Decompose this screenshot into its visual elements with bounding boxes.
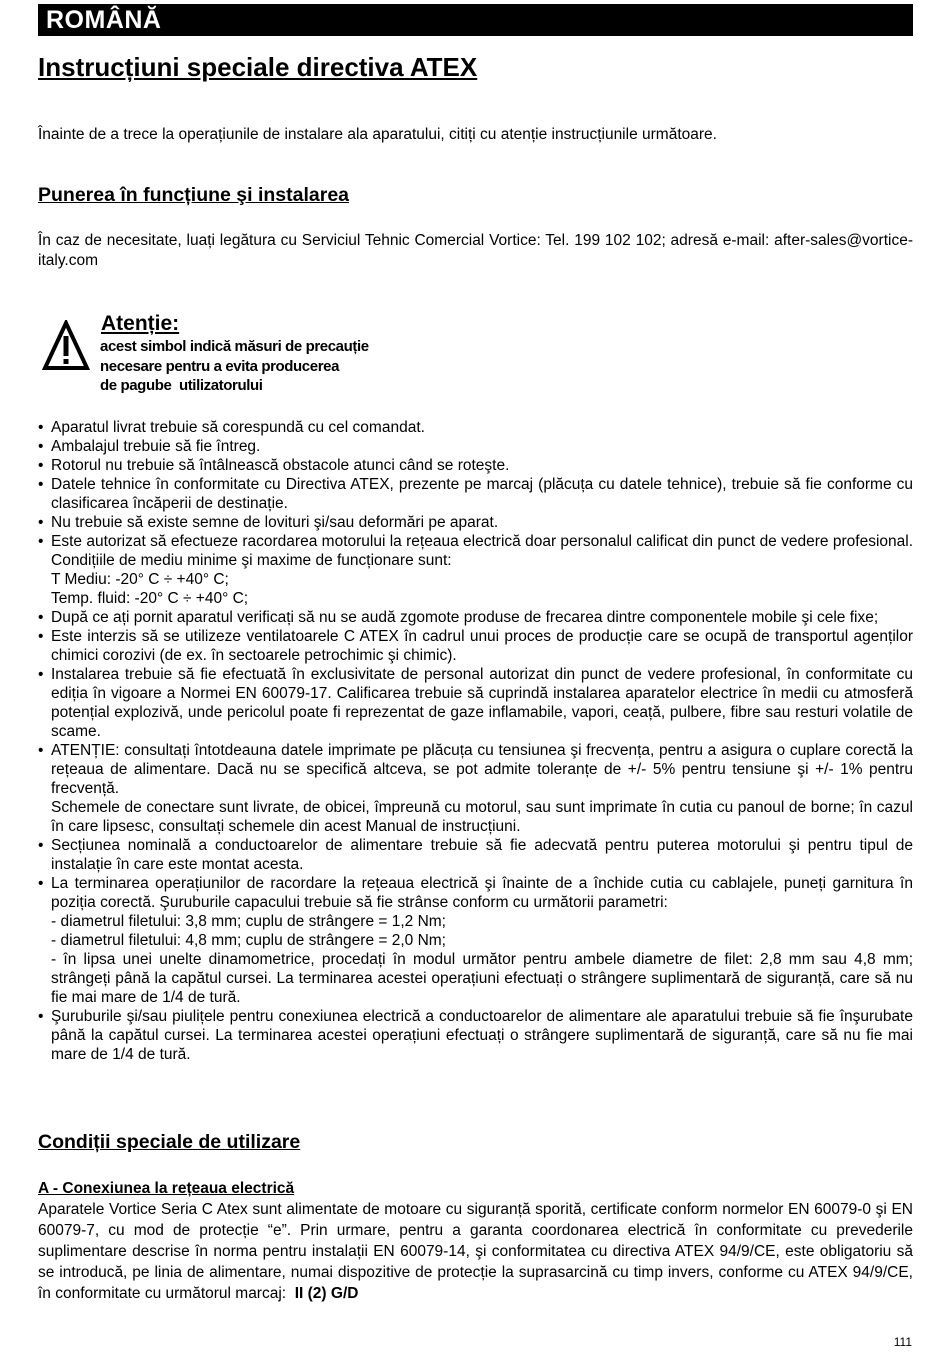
contact-paragraph: În caz de necesitate, luați legătura cu Serviciul Tehnic Comercial Vortice: Tel. 199 102 102; adresă e-mail: after-sales@vortice-italy.com [38,232,913,269]
electrical-connection-paragraph [38,1199,913,1304]
warning-title: Atenție: [101,312,180,335]
list-item-subline: Schemele de conectare sunt livrate, de obicei, împreună cu motorul, sau sunt imprimate în cutia cu panoul de borne; în cazul în care lipsesc, consultați schemele din acest Manual de instrucțiuni. [51,799,913,835]
intro-paragraph: Înainte de a trece la operațiunile de instalare ala aparatului, citiți cu atenție instrucțiunile următoare. [38,126,717,143]
warning-line: de pagube utilizatorului [100,377,263,394]
list-item-text: ATENȚIE: consultați întotdeauna datele imprimate pe plăcuța cu tensiunea şi frecvența, pentru a asigura o cuplare corectă la rețeaua de alimentare. Dacă nu se specifică altceva, se pot admite toleranțe de +/- 5% pentru tensiune şi +/- 1% pentru frecvență. [51,742,913,797]
list-item-subline: - diametrul filetului: 3,8 mm; cuplu de strângere = 1,2 Nm; [51,913,446,930]
list-item-text: La terminarea operațiunilor de racordare la rețeaua electrică şi înainte de a închide cutia cu cablajele, puneți garnitura în poziția corectă. Şuruburile capacului trebuie să fie strânse conform cu următorii parametri: [51,875,913,911]
list-item-subline: Temp. fluid: -20° C ÷ +40° C; [51,590,249,607]
list-item [38,627,913,665]
list-item [38,874,913,1007]
list-item-subline: - diametrul filetului: 4,8 mm; cuplu de strângere = 2,0 Nm; [51,932,446,949]
list-item-text: Instalarea trebuie să fie efectuată în exclusivitate de personal autorizat din punct de vedere profesional, în conformitate cu ediția în vigoare a Normei EN 60079-17. Calificarea trebuie să cuprindă instalarea aparatelor electrice în medii cu atmosferă potențial explozivă, unde pericolul poate fi reprezentat de gaze inflamabile, vapori, ceață, pulbere, fibre sau resturi volatile de scame. [51,666,913,740]
list-item-subline: - în lipsa unei unelte dinamometrice, procedați în modul următor pentru ambele diametre de filet: 2,8 mm sau 4,8 mm; strângeți până la capătul cursei. La terminarea acestei operațiuni efectuați o strângere suplimentară de siguranță, care să nu fie mai mare de 1/4 de tură. [51,951,913,1006]
list-item-text: Ambalajul trebuie să fie întreg. [51,438,261,455]
list-item [38,1007,913,1064]
language-header: ROMÂNĂ [38,4,913,36]
list-item-text: Este interzis să se utilizeze ventilatoarele C ATEX în cadrul unui proces de producție care se ocupă de transportul agenților chimici corozivi (de ex. în sectoarele petrochimic şi chimic). [51,628,913,664]
warning-line: acest simbol indică măsuri de precauție [100,338,369,355]
list-item [38,741,913,836]
list-item [38,456,913,475]
list-item [38,513,913,532]
subsection-title: A - Conexiunea la rețeaua electrică [38,1180,295,1197]
instructions-list [38,418,913,1064]
list-item [38,836,913,874]
list-item-text: Datele tehnice în conformitate cu Directiva ATEX, prezente pe marcaj (plăcuța cu datele tehnice), trebuie să fie conforme cu clasificarea încăperii de destinație. [51,476,913,512]
document-page [38,4,913,1304]
electrical-connection-text: Aparatele Vortice Seria C Atex sunt alimentate de motoare cu siguranță sporită, certificate conform normelor EN 60079-0 şi EN 60079-7, cu mod de protecție “e”. Prin urmare, pentru a garanta coordonarea electrică în conformitate cu prevederile suplimentare descrise în norma pentru instalații EN 60079-14, şi conformitatea cu directiva ATEX 94/9/CE, este obligatoriu să se introducă, pe linia de alimentare, numai dispozitive de protecție la suprasarcină cu timp invers, conforme cu ATEX 94/9/CE, în conformitate cu următorul marcaj: [38,1201,913,1302]
list-item-text: Secțiunea nominală a conductoarelor de alimentare trebuie să fie adecvată pentru puterea motorului şi pentru tipul de instalație în care este montat acesta. [51,837,913,873]
atex-marking: II (2) G/D [294,1285,359,1302]
warning-triangle-icon [42,320,90,372]
list-item-text: Aparatul livrat trebuie să corespundă cu cel comandat. [51,419,425,436]
list-item-text: Este autorizat să efectueze racordarea motorului la rețeaua electrică doar personalul calificat din punct de vedere profesional. Condițiile de mediu minime şi maxime de funcționare sunt: [51,533,913,569]
list-item [38,608,913,627]
list-item [38,665,913,741]
list-item-subline: T Mediu: -20° C ÷ +40° C; [51,571,229,588]
list-item [38,437,913,456]
list-item-text: Rotorul nu trebuie să întâlnească obstacole atunci când se roteşte. [51,457,510,474]
list-item-text: Nu trebuie să existe semne de lovituri şi/sau deformări pe aparat. [51,514,499,531]
list-item-text: Şuruburile şi/sau piulițele pentru conexiunea electrică a conductoarelor de alimentare ale aparatului trebuie să fie înşurubate până la capătul cursei. La terminarea acestei operațiuni efectuați o strângere suplimentară de siguranță, care să nu fie mai mare de 1/4 de tură. [51,1008,913,1063]
warning-line: necesare pentru a evita producerea [100,357,340,375]
list-item-text: După ce ați pornit aparatul verificați să nu se audă zgomote produse de frecarea dintre componentele mobile şi cele fixe; [51,609,879,626]
list-item [38,475,913,513]
list-item [38,418,913,437]
page-title: Instrucțiuni speciale directiva ATEX [38,52,478,82]
warning-text [100,337,369,396]
warning-box [38,306,913,406]
section-title-installation: Punerea în funcțiune şi instalarea [38,184,350,206]
section-title-special-conditions: Condiții speciale de utilizare [38,1131,301,1153]
page-number: 111 [893,1335,912,1349]
list-item [38,532,913,608]
